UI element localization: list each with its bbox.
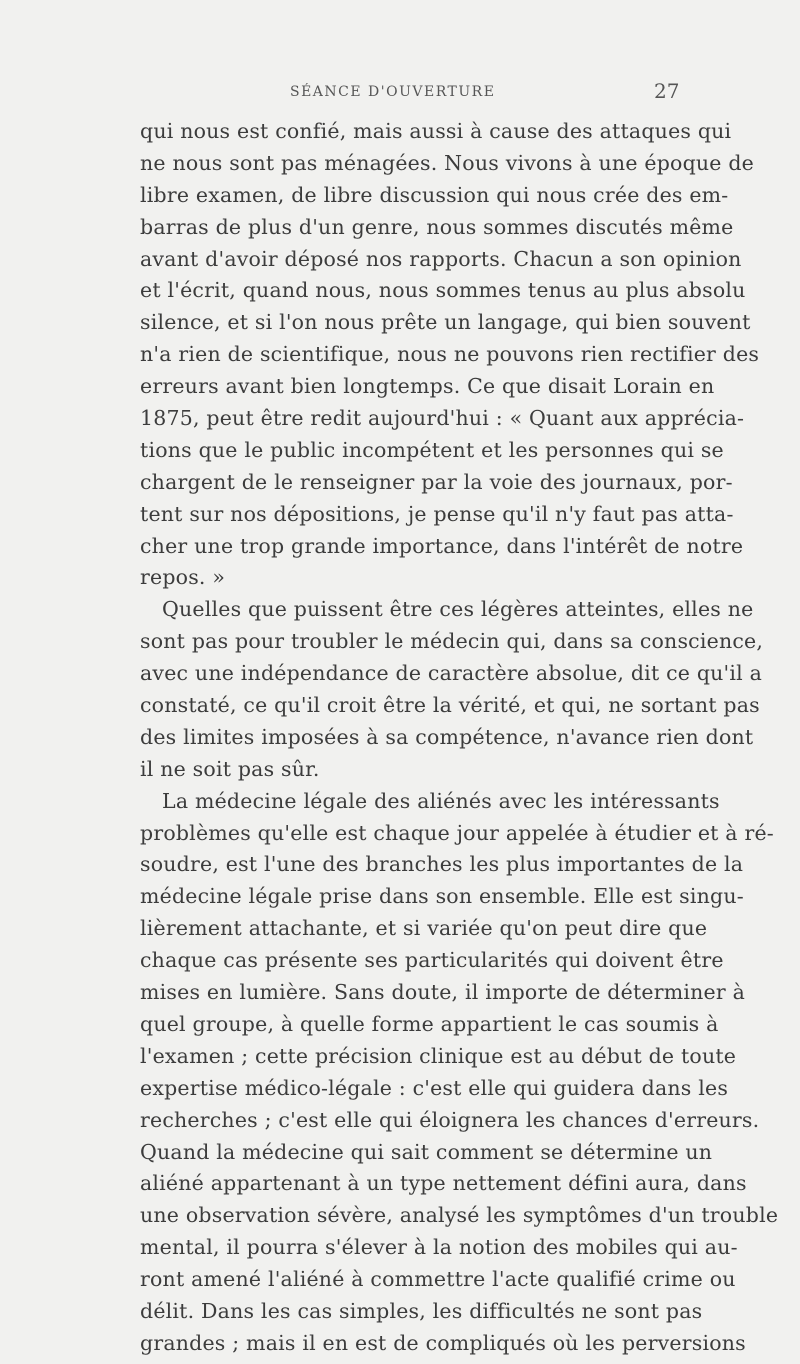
text-line: une observation sévère, analysé les symptômes d'un trouble <box>140 1203 779 1228</box>
text-line: chargent de le renseigner par la voie des journaux, por- <box>140 469 733 494</box>
text-line: soudre, est l'une des branches les plus importantes de la <box>140 852 744 877</box>
text-line: La médecine légale des aliénés avec les intéressants <box>162 788 720 813</box>
text-line: chaque cas présente ses particularités qui doivent être <box>140 948 724 973</box>
text-line: mental, il pourra s'élever à la notion des mobiles qui au- <box>140 1235 738 1260</box>
text-line: ne nous sont pas ménagées. Nous vivons à une époque de <box>140 150 755 175</box>
text-line: constaté, ce qu'il croit être la vérité, et qui, ne sortant pas <box>140 693 760 718</box>
text-line: Quand la médecine qui sait comment se détermine un <box>140 1139 713 1164</box>
body-text <box>140 116 779 1360</box>
text-line: avec une indépendance de caractère absolue, dit ce qu'il a <box>140 661 763 686</box>
running-header: SÉANCE D'OUVERTURE <box>290 84 496 100</box>
text-line: tions que le public incompétent et les personnes qui se <box>140 437 724 462</box>
text-line: n'a rien de scientifique, nous ne pouvons rien rectifier des <box>140 342 760 367</box>
text-line: mises en lumière. Sans doute, il importe de déterminer à <box>140 980 745 1005</box>
text-line: délit. Dans les cas simples, les difficultés ne sont pas <box>140 1298 703 1323</box>
text-line: avant d'avoir déposé nos rapports. Chacun a son opinion <box>140 246 742 271</box>
text-line: erreurs avant bien longtemps. Ce que disait Lorain en <box>140 374 715 399</box>
text-line: recherches ; c'est elle qui éloignera les chances d'erreurs. <box>140 1107 760 1132</box>
text-line: lièrement attachante, et si variée qu'on peut dire que <box>140 916 708 941</box>
text-line: il ne soit pas sûr. <box>140 756 320 781</box>
text-line: ront amené l'aliéné à commettre l'acte qualifié crime ou <box>140 1267 736 1292</box>
text-line: des limites imposées à sa compétence, n'avance rien dont <box>140 724 754 749</box>
text-line: quel groupe, à quelle forme appartient le cas soumis à <box>140 1011 719 1036</box>
text-line: silence, et si l'on nous prête un langage, qui bien souvent <box>140 310 751 335</box>
text-line: aliéné appartenant à un type nettement défini aura, dans <box>140 1171 747 1196</box>
text-line: cher une trop grande importance, dans l'intérêt de notre <box>140 533 744 558</box>
text-line: et l'écrit, quand nous, nous sommes tenus au plus absolu <box>140 278 746 303</box>
text-line: Quelles que puissent être ces légères atteintes, elles ne <box>162 597 754 622</box>
text-line: médecine légale prise dans son ensemble. Elle est singu- <box>140 884 744 909</box>
text-line: repos. » <box>140 565 226 590</box>
page-number: 27 <box>654 79 680 103</box>
text-line: sont pas pour troubler le médecin qui, dans sa conscience, <box>140 629 764 654</box>
text-line: l'examen ; cette précision clinique est au début de toute <box>140 1043 737 1068</box>
text-line: qui nous est confié, mais aussi à cause des attaques qui <box>140 119 732 143</box>
text-line: grandes ; mais il en est de compliqués où les perversions <box>140 1330 746 1355</box>
text-line: libre examen, de libre discussion qui nous crée des em- <box>140 182 729 207</box>
text-line: tent sur nos dépositions, je pense qu'il n'y faut pas atta- <box>140 501 734 526</box>
text-line: 1875, peut être redit aujourd'hui : « Quant aux apprécia- <box>140 406 745 431</box>
text-line: expertise médico-légale : c'est elle qui guidera dans les <box>140 1075 729 1100</box>
text-line: problèmes qu'elle est chaque jour appelée à étudier et à ré- <box>140 820 774 845</box>
text-line: barras de plus d'un genre, nous sommes discutés même <box>140 214 734 239</box>
